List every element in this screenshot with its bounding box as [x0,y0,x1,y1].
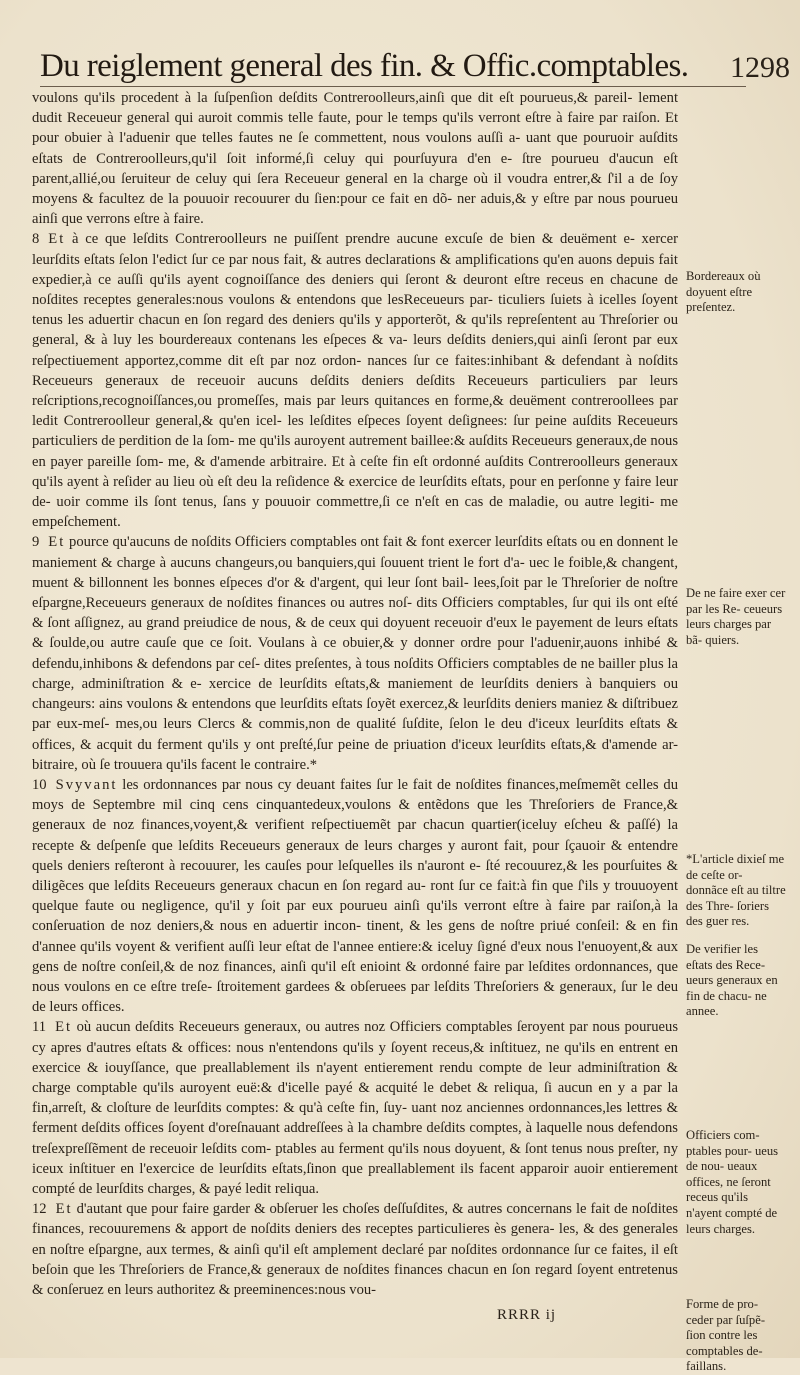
article-10 [32,775,678,1017]
article-number: 11 [32,1019,47,1036]
margin-note-banquiers: De ne faire exer cer par les Re- ceueurs leurs charges par bã- quiers. [686,586,786,647]
article-number: 9 [32,534,40,551]
article-number: 8 [32,231,40,248]
article-number: 12 [32,1201,47,1218]
margin-note-forme: Forme de pro- ceder par ſuſpẽ- ſion contre les comptables de- faillans. [686,1297,766,1374]
page-number: 1298 [730,51,790,84]
article-text: d'autant que pour faire garder & obſeruer les choſes deſſuſdites, & autres concernans le fait de noſdites finances, recouuremens & apport de noſdits deniers des receptes particulieres ès genera- les, & des generales en noſtre eſpargne, aux termes, & ainſi qu'il eſt amplement declaré par noſdites ordonnance ſur ce faites, il eſt beſoin que les Threſoriers de France,& generaux de noſdites finances chacun en ſon regard ſoyent entretenus & conſeruez en leurs authoritez & preeminences:nous vou- [32,1201,678,1298]
signature-mark: RRRR ij [497,1307,557,1323]
article-text: à ce que leſdits Contreroolleurs ne puiſſent prendre aucune excuſe de bien & deuëment e- xercer leurſdits eſtats ſelon l'edict ſur ce par nous fait, & autres declarations & amplifications qu'en auons depuis fait expedier,à ce auſſi qu'ils ayent cognoiſſance des deniers qui ſeront & deuront eſtre receus en chacune de noſdites receptes generales:nous voulons & entendons que lesReceueurs par- ticuliers ſuiets à icelles ſoyent tenus les aduertir chacun en ſon regard des deniers qu'ils y apporterõt, & qu'ils repreſentent au Threſorier ou general, & à luy les bourdereaux contenans les eſpeces & va- leurs deſdits deniers,qui ainſi ſeront par eux reſpectiuement apportez,comme dit eſt par noz ordon- nances ſur ce faites:inhibant & defendant à noſdits Receueurs generaux de receuoir aucuns deſdits deniers deſdits Receueurs particuliers par leurs reſcriptions,recognoiſſances,ou promeſſes, mais par leurs quitances en forme,& deuëment contreroollees par ledit Contreroolleur general,& qu'en icel- les leſdites eſpeces ſoyent deſignees: ſur peine auſdits Receueurs particuliers de perdition de la ſom- me qu'ils auroyent autrement baillee:& auſdits Receueurs generaux,de nous en payer pareille ſom- me, & d'amende arbitraire. Et à ceſte fin eſt ordonné auſdits Contreroolleurs generaux qu'ils ayent à reſider au lieu où eſt deu la reſidence & exercice de leurſdits eſtats, pour en perſonne y faire leur de- uoir comme ils ſont tenus, ſans y pouuoir commettre,ſi ce n'eſt en cas de maladie, ou autre legiti- me empeſchement. [32,231,679,531]
margin-note-bordereaux: Bordereaux où doyuent eſtre preſentez. [686,269,761,315]
article-lead-word: Svyvant [55,776,118,793]
article-9 [32,532,678,774]
running-title: Du reiglement general des fin. & Offic.comptables. [40,48,689,84]
main-text [32,88,678,1300]
article-text: où aucun deſdits Receueurs generaux, ou autres noz Officiers comptables ſeroyent par nous pourueus cy apres d'autres eſtats & offices: nous n'entendons qu'ils y ſoyent receus,& inſtituez, ne qu'ils en entrent en exercice & iouyſſance, que preallablement ils n'ayent entierement rendu compte de leur adminiſtration & charge comptable qu'ils auroyent euë:& d'icelle payé & acquité le debet & reliqua, ſi aucun en y a par la fin,arreſt, & cloſture de leurſdits comptes: & qu'à ceſte fin, ſuy- uant noz anciennes ordonnances,les lettres & ferment deſdits offices ſoyent d'oreſnauant addreſſees à la chambre deſdits comptes, à laquelle nous defendons treſexpreſſẽment de receuoir leſdits com- ptables au ferment qu'ils nous doyuent, & ſont tenus nous preſter, ny iceux inſtituer en l'exercice de leurſdits eſtats,ſinon que preallablement ils facent apparoir auoir entierement compté de leurſdits charges, & payé ledit reliqua. [32,1019,678,1197]
article-12 [32,1199,678,1300]
article-8 [32,229,678,532]
paragraph-continuation: voulons qu'ils procedent à la ſuſpenſion deſdits Contreroolleurs,ainſi que dit eſt pourueus,& pareil- lement dudit Receueur general qui auroit commis telle faute, pour le temps qu'ils verront eſtre à faire par raiſon. Et pour obuier à l'aduenir que telles fautes ne ſe commettent, nous voulons auſſi a- uant que pouruoir auſdits eſtats de Contreroolleurs,qu'il ſoit informé,ſi celuy qui pourſuyura d'en e- ſtre pourueu d'aucun eſt parent,allié,ou ſeruiteur de celuy qui ſera Receueur general en la charge où il voudra entrer,& ſ'il a de ſoy moyens & facultez de la pouuoir recouurer du ſien:pour ce fait en dõ- ner aduis,& y eſtre par nous pourueu ainſi que verrons eſtre à faire. [32,90,678,228]
page-header [40,46,790,86]
article-lead-word: Et [55,1019,73,1036]
article-text: les ordonnances par nous cy deuant faites ſur le fait de noſdites finances,meſmemẽt celles du moys de Septembre mil cinq cens cinquantedeux,voulons & entẽdons que les Threſoriers de France,& generaux de noz finances,voyent,& verifient reſpectiuemẽt par chacun quartier(iceluy eſcheu & paſſé) la recepte & deſpenſe que leſdits Receueurs generaux de leurs charges y auront fait, pour ſçauoir & entendre quels deniers reſteront à recouurer, les cauſes pour leſquelles ils n'auront e- ſté recouurez,& les pourſuites & diligẽces que leſdits Receueurs generaux chacun en ſon regard au- ront ſur ce fait:à fin que ſ'ils y trouuoyent quelque faute ou negligence, qu'il y ſoit par eux pourueu ainſi qu'ils verront eſtre à faire par raiſon,à la conſeruation de noz deniers,& nous en aduertir incon- tinent, & les gens de noſtre priué conſeil: & en fin d'annee qu'ils voyent & verifient auſſi leur eſtat de l'annee entiere:& iceluy ſigné d'eux nous l'enuoyent,& aux gens de noſtre conſeil,& de noz finances, ainſi qu'il eſt enioint & ordonné faire par leſdites ordonnances, que nous voulons en ce eſtre treſe- ſtroitement gardees & obſeruees par leſdits Threſoriers & generaux, ſur le deu de leurs offices. [32,776,678,1016]
article-number: 10 [32,776,47,793]
article-lead-word: Et [55,1201,73,1218]
margin-note-verifier: De verifier les eſtats des Rece- ueurs generaux en fin de chacu- ne annee. [686,942,778,1019]
article-text: pource qu'aucuns de noſdits Officiers comptables ont fait & font exercer leurſdits eſtats ou en donnent le maniement & charge à aucuns changeurs,ou banquiers,qui ſouuent trient le fort d'a- uec le foible,& changent, muent & billonnent les bonnes eſpeces d'or & d'argent, qui leur ſont bail- lees,ſoit par le Threſorier de noſtre eſpargne,Receueurs generaux de noſdites finances ou autres noſ- dits Officiers comptables, ſur qui ils ont eſté & ſont aſſignez, au grand preiudice de nous, & de ceux qui doyuent receuoir d'eux le payement de leurs eſtats & ſoulde,ou autre cauſe que ce ſoit. Voulans à ce obuier,& y donner ordre pour l'aduenir,auons inhibé & defendu,inhibons & defendons par ceſ- dites preſentes, à tous noſdits Officiers comptables de ne bailler plus la charge, adminiſtration & e- xercice de leurſdits eſtats,& maniement de leurſdits deniers à banquiers ou changeurs: ains voulons & entendons que leurſdits eſtats ſoyẽt exercez,& leurſdits deniers maniez & diſtribuez par eux-meſ- mes,ou leurs Clercs & commis,non de qualité ſuſdite, ſelon le deu d'iceux leurſdits eſtats & offices, & acquit du ferment qu'ils y ont preſté,ſur peine de priuation d'iceux leurſdits eſtats,& d'amende ar- bitraire, où ſe trouuera qu'ils facent le contraire.* [32,534,678,773]
article-lead-word: Et [48,534,66,551]
margin-note-article-dixiesme: *L'article dixieſ me de ceſte or- donnãce eſt au tiltre des Thre- ſoriers des guer res. [686,852,786,929]
header-rule [40,86,746,87]
margin-note-officiers: Officiers com- ptables pour- ueus de nou- ueaux offices, ne ſeront receus qu'ils n'ayent compté de leurs charges. [686,1128,779,1236]
article-11 [32,1017,678,1199]
article-lead-word: Et [48,231,66,248]
